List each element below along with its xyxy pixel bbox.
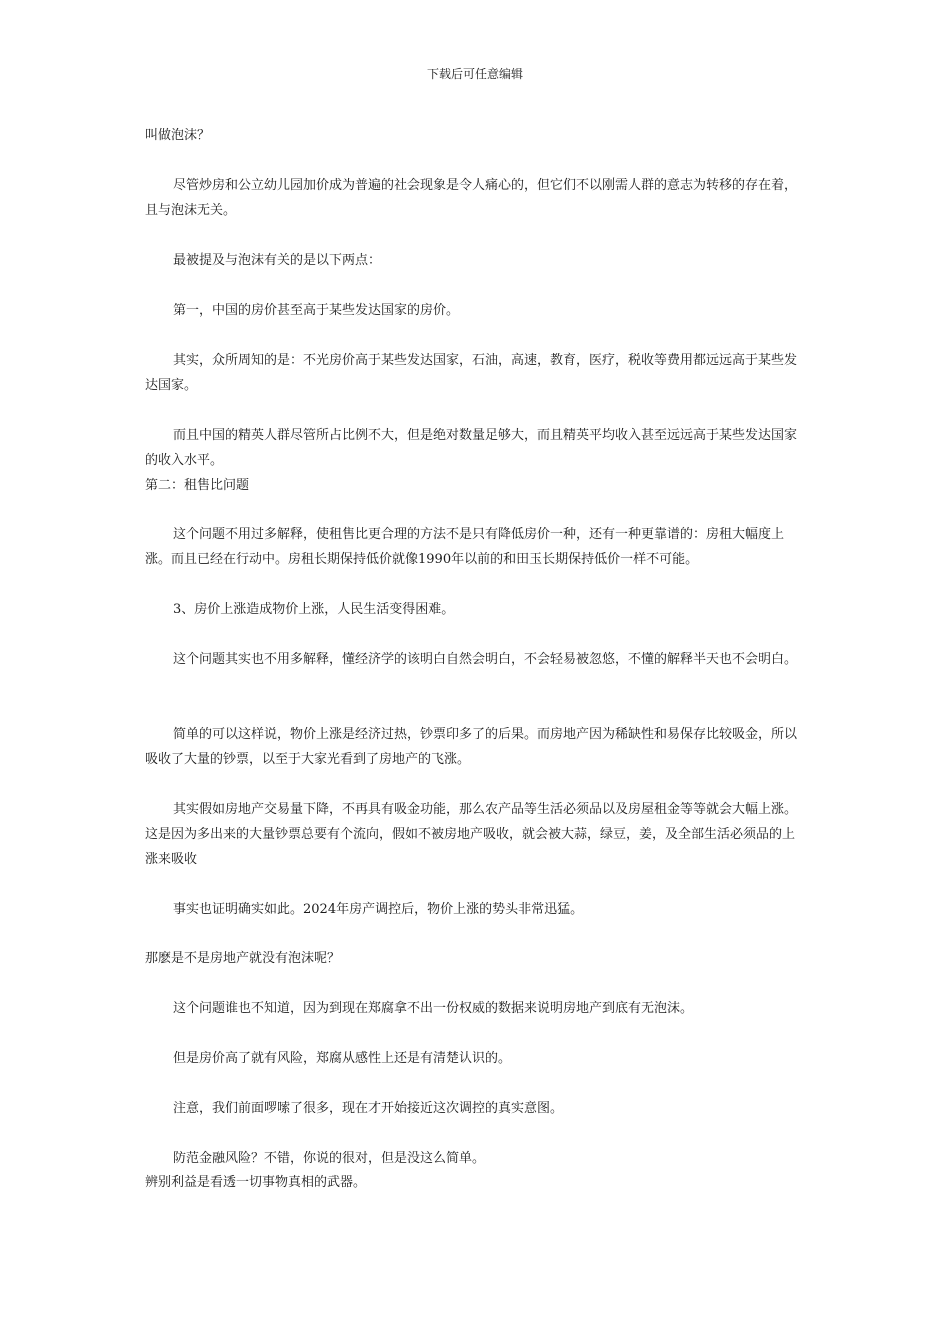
paragraph-inflation: 简单的可以这样说，物价上涨是经济过热，钞票印多了的后果。而房地产因为稀缺性和易保存比较吸金，所以吸收了大量的钞票，以至于大家光看到了房地产的飞涨。 bbox=[145, 727, 798, 767]
paragraph-true-intent: 注意，我们前面啰嗦了很多，现在才开始接近这次调控的真实意图。 bbox=[173, 1101, 564, 1116]
paragraph-point-three: 3、房价上涨造成物价上涨，人民生活变得困难。 bbox=[173, 602, 455, 617]
paragraph-two-points: 最被提及与泡沫有关的是以下两点： bbox=[173, 253, 382, 268]
paragraph-speculation: 尽管炒房和公立幼儿园加价成为普遍的社会现象是令人痛心的，但它们不以刚需人群的意志为转移的存在着，且与泡沫无关。 bbox=[145, 178, 798, 218]
paragraph-point-two-heading: 第二：租售比问题 bbox=[145, 478, 250, 493]
page-header: 下载后可任意编辑 bbox=[426, 67, 523, 81]
paragraph-nobody-knows: 这个问题谁也不知道，因为到现在郑腐拿不出一份权威的数据来说明房地产到底有无泡沫。 bbox=[173, 1001, 694, 1016]
paragraph-economics: 这个问题其实也不用多解释，懂经济学的该明白自然会明白，不会轻易被忽悠，不懂的解释半天也不会明白。 bbox=[173, 652, 798, 667]
paragraph-rent-ratio: 这个问题不用过多解释，使租售比更合理的方法不是只有降低房价一种，还有一种更靠谱的：房租大幅度上涨。而且已经在行动中。房租长期保持低价就像1990年以前的和田玉长期保持低价一样不可能。 bbox=[145, 527, 785, 567]
paragraph-no-bubble-question: 那麽是不是房地产就没有泡沫呢？ bbox=[145, 951, 341, 966]
paragraph-question-bubble: 叫做泡沫？ bbox=[145, 128, 211, 143]
paragraph-point-one: 第一，中国的房价甚至高于某些发达国家的房价。 bbox=[173, 303, 460, 318]
paragraph-facts: 事实也证明确实如此。2024年房产调控后，物价上涨的势头非常迅猛。 bbox=[173, 902, 584, 917]
paragraph-interests: 辨别利益是看透一切事物真相的武器。 bbox=[145, 1175, 367, 1190]
paragraph-financial-risk: 防范金融风险？不错，你说的很对，但是没这么简单。 bbox=[173, 1151, 486, 1166]
paragraph-elite-income: 而且中国的精英人群尽管所占比例不大，但是绝对数量足够大，而且精英平均收入甚至远远高于某些发达国家的收入水平。 bbox=[145, 428, 798, 468]
paragraph-money-flow: 其实假如房地产交易量下降，不再具有吸金功能，那么农产品等生活必须品以及房屋租金等等就会大幅上涨。这是因为多出来的大量钞票总要有个流向，假如不被房地产吸收，就会被大蒜，绿豆，姜，及全部生活必须品的上涨来吸收 bbox=[145, 802, 798, 867]
paragraph-costs: 其实，众所周知的是：不光房价高于某些发达国家，石油，高速，教育，医疗，税收等费用都远远高于某些发达国家。 bbox=[145, 353, 798, 393]
paragraph-risk: 但是房价高了就有风险，郑腐从感性上还是有清楚认识的。 bbox=[173, 1051, 512, 1066]
